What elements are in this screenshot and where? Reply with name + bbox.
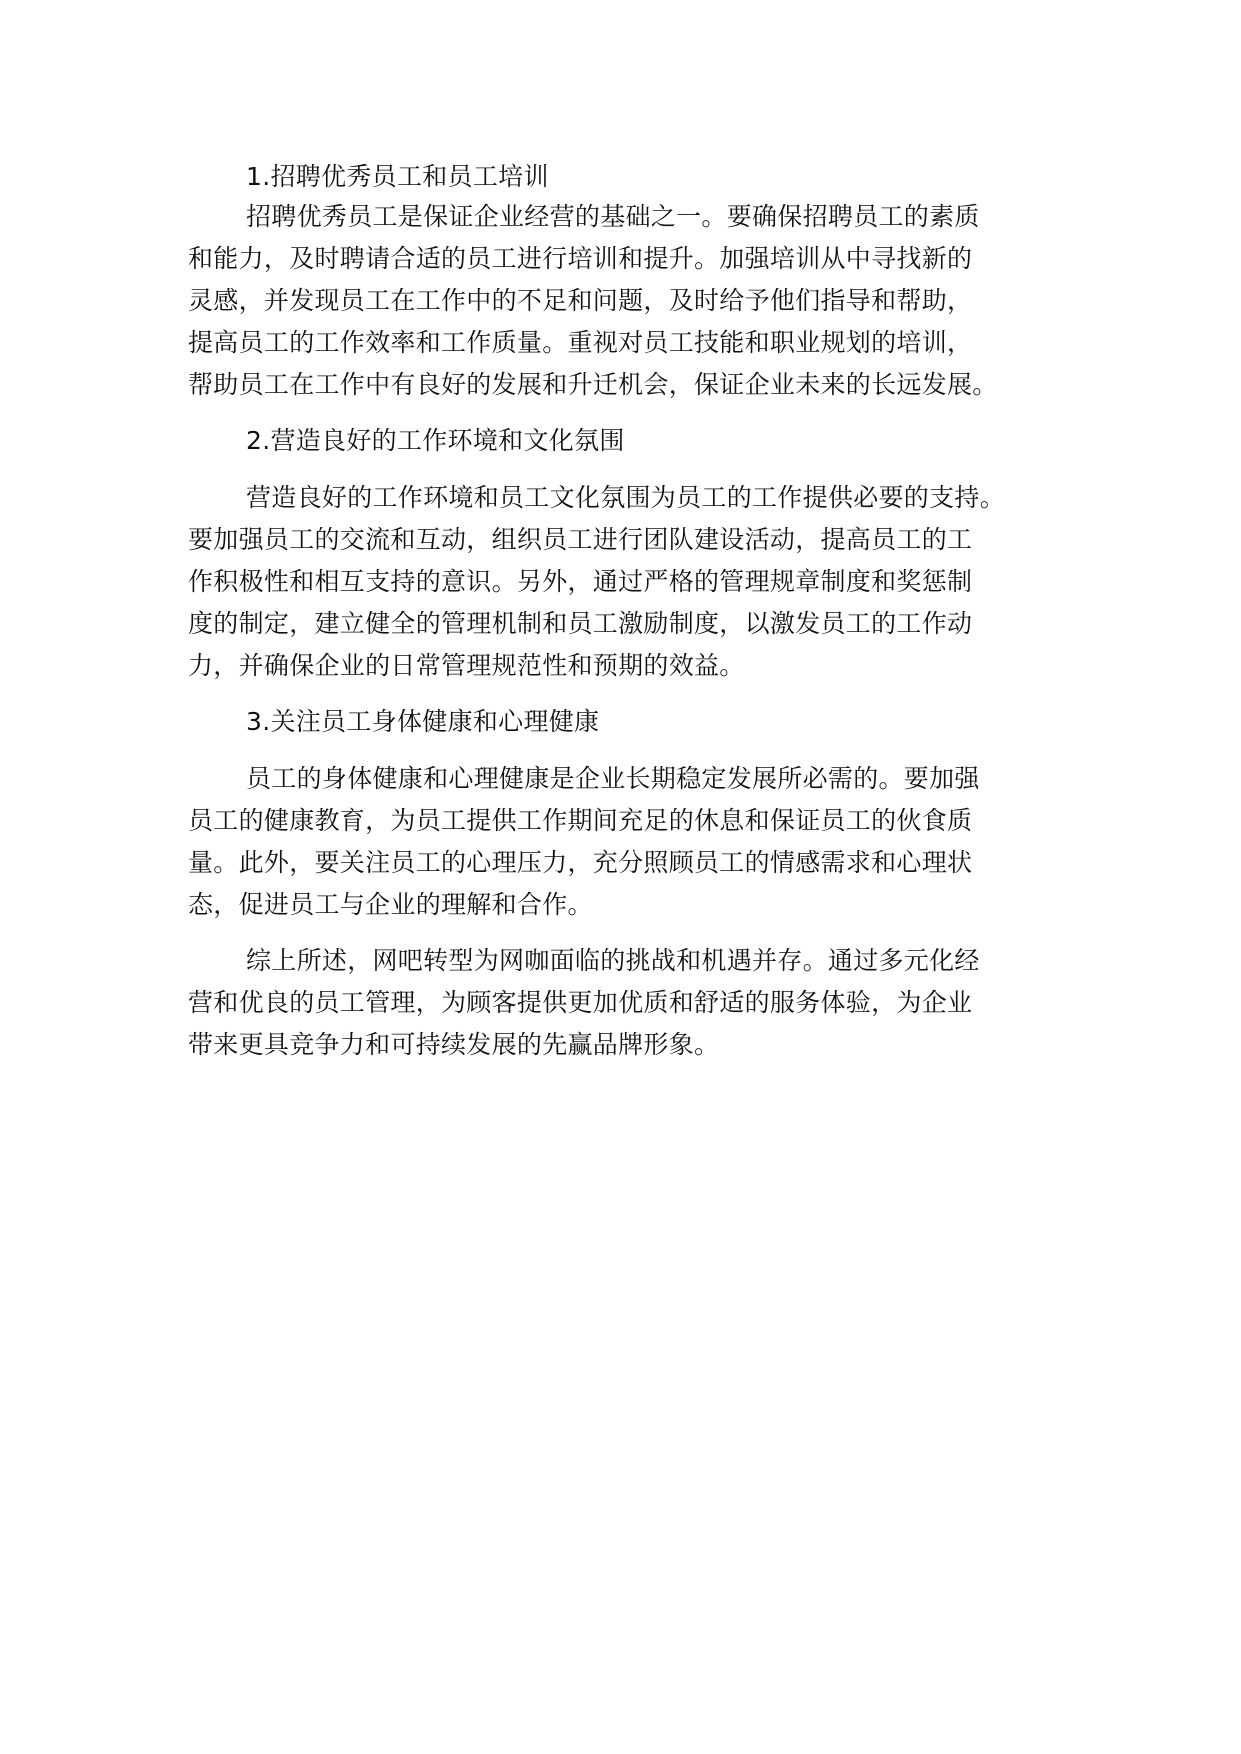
- heading-1: 1.招聘优秀员工和员工培训: [246, 162, 549, 191]
- paragraph-2-line-3: 作积极性和相互支持的意识。另外，通过严格的管理规章制度和奖惩制: [188, 567, 973, 596]
- heading-3: 3.关注员工身体健康和心理健康: [246, 707, 600, 736]
- paragraph-2-line-1: 营造良好的工作环境和员工文化氛围为员工的工作提供必要的支持。: [246, 483, 1006, 512]
- paragraph-2-line-2: 要加强员工的交流和互动，组织员工进行团队建设活动，提高员工的工: [188, 525, 973, 554]
- paragraph-1-line-4: 提高员工的工作效率和工作质量。重视对员工技能和职业规划的培训，: [188, 328, 973, 357]
- paragraph-3-line-3: 量。此外，要关注员工的心理压力，充分照顾员工的情感需求和心理状: [188, 848, 973, 877]
- paragraph-3-line-1: 员工的身体健康和心理健康是企业长期稳定发展所必需的。要加强: [246, 764, 980, 793]
- heading-2: 2.营造良好的工作环境和文化氛围: [246, 426, 625, 455]
- paragraph-2-line-5: 力，并确保企业的日常管理规范性和预期的效益。: [188, 651, 745, 680]
- paragraph-2-line-4: 度的制定，建立健全的管理机制和员工激励制度，以激发员工的工作动: [188, 609, 973, 638]
- conclusion-line-1: 综上所述，网吧转型为网咖面临的挑战和机遇并存。通过多元化经: [246, 946, 980, 975]
- paragraph-1-line-3: 灵感，并发现员工在工作中的不足和问题，及时给予他们指导和帮助，: [188, 286, 973, 315]
- paragraph-1-line-5: 帮助员工在工作中有良好的发展和升迁机会，保证企业未来的长远发展。: [188, 370, 998, 399]
- paragraph-3-line-4: 态，促进员工与企业的理解和合作。: [188, 890, 593, 919]
- paragraph-1-line-2: 和能力，及时聘请合适的员工进行培训和提升。加强培训从中寻找新的: [188, 244, 973, 273]
- paragraph-1-line-1: 招聘优秀员工是保证企业经营的基础之一。要确保招聘员工的素质: [246, 202, 980, 231]
- conclusion-line-3: 带来更具竞争力和可持续发展的先赢品牌形象。: [188, 1030, 720, 1059]
- paragraph-3-line-2: 员工的健康教育，为员工提供工作期间充足的休息和保证员工的伙食质: [188, 806, 973, 835]
- conclusion-line-2: 营和优良的员工管理，为顾客提供更加优质和舒适的服务体验，为企业: [188, 988, 973, 1017]
